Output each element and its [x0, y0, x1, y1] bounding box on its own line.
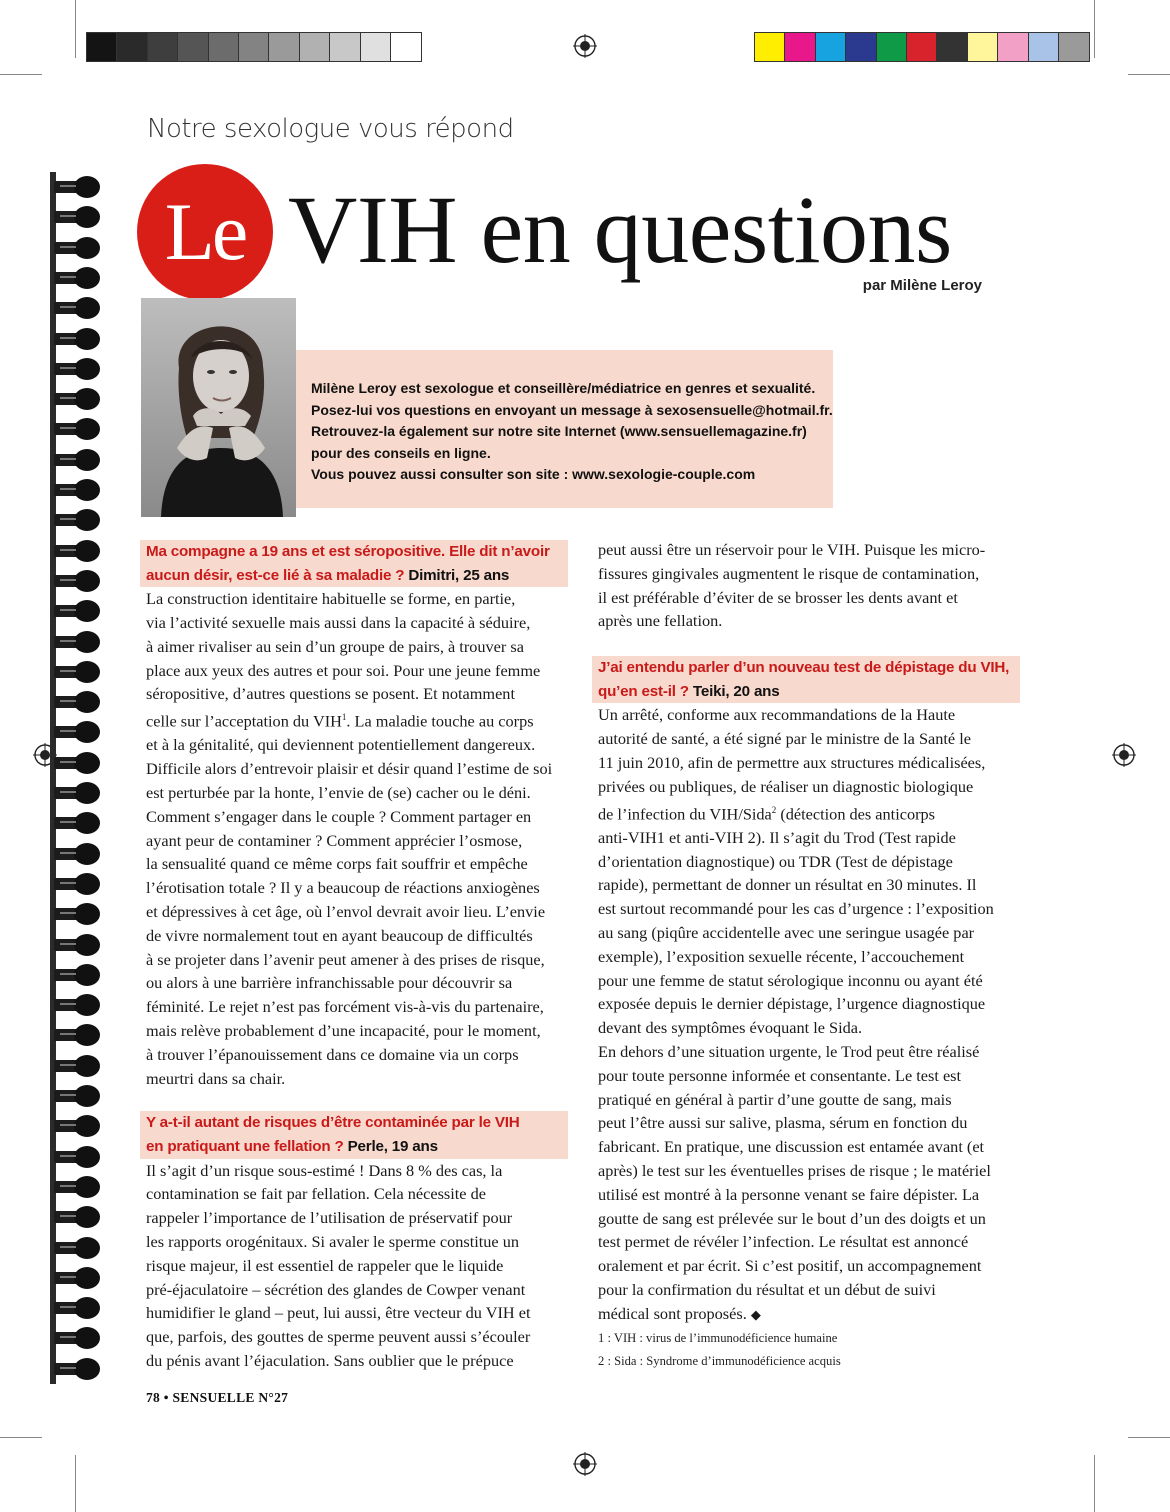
spiral-ring	[54, 1327, 104, 1349]
spiral-ring	[54, 1176, 104, 1198]
text-line: de l’infection du VIH/Sida$^2$ (détection des anticorps	[598, 803, 935, 823]
text-line: il est préférable d’éviter de se brosser les dents avant et	[598, 587, 958, 607]
calibration-swatch	[148, 33, 178, 61]
text-line: devant des symptômes évoquant le Sida.	[598, 1018, 863, 1038]
spiral-ring	[54, 934, 104, 956]
text-line: que, parfois, des gouttes de sperme peuvent aussi s’écouler	[146, 1327, 531, 1347]
question-line: Y a-t-il autant de risques d’être contaminée par le VIH	[146, 1114, 520, 1132]
text-line: peut l’être aussi sur salive, plasma, sérum en fonction du	[598, 1113, 968, 1133]
question-3	[592, 656, 1020, 703]
calibration-swatch	[269, 33, 299, 61]
section-kicker: Notre sexologue vous répond	[147, 114, 514, 144]
text-line: meurtri dans sa chair.	[146, 1068, 286, 1088]
calibration-swatch	[877, 33, 907, 61]
text-line: pré-éjaculatoire – sécrétion des glandes de Cowper venant	[146, 1279, 526, 1299]
spiral-ring	[54, 1237, 104, 1259]
text-line: la sensualité quand ce même corps fait souffrir et empêche	[146, 854, 528, 874]
bio-line: Posez-lui vos questions en envoyant un message à sexosensuelle@hotmail.fr.	[311, 401, 833, 418]
text-line: après) le test sur les éventuelles prises de risque ; le matériel	[598, 1160, 991, 1180]
text-line: mais relève probablement d’une incapacité, pour le moment,	[146, 1020, 541, 1040]
text-line: ou alors à une barrière infranchissable pour découvrir sa	[146, 973, 513, 993]
question-asker: Dimitri, 25 ans	[408, 566, 510, 584]
footnote: 2 : Sida : Syndrome d’immunodéficience acquis	[598, 1354, 841, 1369]
calibration-swatch	[117, 33, 147, 61]
text-line: fissures gingivales augmentent le risque de contamination,	[598, 563, 980, 583]
spiral-ring	[54, 358, 104, 380]
spiral-ring	[54, 540, 104, 562]
spiral-ring	[54, 994, 104, 1016]
crop-mark	[75, 0, 76, 58]
calibration-swatch	[998, 33, 1028, 61]
question-asker: Perle, 19 ans	[347, 1137, 438, 1155]
text-line: celle sur l’acceptation du VIH$^1$. La maladie touche au corps	[146, 711, 534, 731]
text-line: Comment s’engager dans le couple ? Comment partager en	[146, 806, 532, 826]
spiral-ring	[54, 479, 104, 501]
crop-mark	[1094, 1455, 1095, 1512]
calibration-swatch	[300, 33, 330, 61]
spiral-ring	[54, 328, 104, 350]
text-line: autorité de santé, a été signé par le ministre de la Santé le	[598, 729, 971, 749]
text-line: pratiqué en général à partir d’une goutte de sang, mais	[598, 1089, 952, 1109]
spiral-ring	[54, 631, 104, 653]
text-line: rappeler l’importance de l’utilisation de préservatif pour	[146, 1208, 513, 1228]
spiral-ring	[54, 388, 104, 410]
portrait-photo	[141, 298, 296, 517]
text-line: au sang (piqûre accidentelle avec une seringue usagée par	[598, 922, 975, 942]
bio-line: Vous pouvez aussi consulter son site : www.sexologie-couple.com	[311, 466, 756, 482]
calibration-swatch	[755, 33, 785, 61]
calibration-swatch	[846, 33, 876, 61]
calibration-swatch	[816, 33, 846, 61]
calibration-swatch	[937, 33, 967, 61]
question-1	[140, 540, 568, 587]
spiral-ring	[54, 691, 104, 713]
crop-mark	[1128, 74, 1170, 75]
calibration-swatch	[907, 33, 937, 61]
crop-mark	[0, 74, 42, 75]
footnotes	[598, 1327, 1026, 1374]
spiral-ring	[54, 1055, 104, 1077]
text-line: du pénis avant l’éjaculation. Sans oublier que le prépuce	[146, 1350, 514, 1370]
text-line: à aimer rivaliser au sein d’un groupe de pairs, à trouver sa	[146, 636, 524, 656]
question-line: en pratiquant une fellation ?	[146, 1137, 344, 1155]
text-line: à se projeter dans l’avenir peut amener à des prises de risque,	[146, 949, 545, 969]
spiral-ring	[54, 1358, 104, 1380]
page-title: VIH en questions	[288, 176, 952, 283]
text-line: Difficile alors d’entrevoir plaisir et désir quand l’estime de soi	[146, 759, 553, 779]
text-line: privées ou publiques, de réaliser un diagnostic biologique	[598, 776, 974, 796]
text-line: pour une femme de statut sérologique inconnu ou ayant été	[598, 970, 983, 990]
text-line: fabricant. En pratique, une discussion est entamée avant (et	[598, 1137, 985, 1157]
question-line: qu’en est-il ?	[598, 682, 689, 700]
title-badge: Le	[164, 186, 246, 277]
text-line: Un arrêté, conforme aux recommandations de la Haute	[598, 705, 956, 725]
spiral-ring	[54, 418, 104, 440]
calibration-swatch	[209, 33, 239, 61]
calibration-swatch	[361, 33, 391, 61]
spiral-ring	[54, 721, 104, 743]
spiral-ring	[54, 873, 104, 895]
text-line: et à la génitalité, qui deviennent potentiellement dangereux.	[146, 735, 536, 755]
text-line: test permet de révéler l’infection. Le résultat est annoncé	[598, 1232, 969, 1252]
answer-1	[146, 587, 566, 1090]
text-line: anti-VIH1 et anti-VIH 2). Il s’agit du Trod (Test rapide	[598, 827, 956, 847]
text-line: d’orientation diagnostique) ou TDR (Test de dépistage	[598, 851, 953, 871]
color-calibration-bar	[754, 32, 1090, 62]
spiral-ring	[54, 1115, 104, 1137]
text-line: via l’activité sexuelle mais aussi dans la capacité à séduire,	[146, 612, 531, 632]
registration-mark-icon	[1112, 743, 1136, 767]
text-line: pour la confirmation du résultat et un début de suivi	[598, 1279, 936, 1299]
answer-3	[598, 703, 1026, 1326]
answer-2	[146, 1159, 566, 1373]
grayscale-calibration-bar	[86, 32, 422, 62]
text-line: La construction identitaire habituelle se forme, en partie,	[146, 589, 516, 609]
answer-2-continued	[598, 538, 1026, 633]
text-line: féminité. Le rejet n’est pas forcément vis-à-vis du partenaire,	[146, 997, 544, 1017]
spiral-ring	[54, 1206, 104, 1228]
spiral-ring	[54, 267, 104, 289]
bio-line: pour des conseils en ligne.	[311, 444, 491, 461]
spiral-ring	[54, 843, 104, 865]
spiral-ring	[54, 1267, 104, 1289]
text-line: pour toute personne informée et consentante. Le test est	[598, 1065, 962, 1085]
crop-mark	[1094, 0, 1095, 58]
calibration-swatch	[239, 33, 269, 61]
text-line: humidifier le gland – peut, lui aussi, être vecteur du VIH et	[146, 1303, 531, 1323]
text-line: peut aussi être un réservoir pour le VIH. Puisque les micro-	[598, 540, 986, 559]
spiral-binding	[50, 172, 120, 1384]
text-line: 11 juin 2010, afin de permettre aux structures médicalisées,	[598, 752, 986, 772]
spiral-ring	[54, 176, 104, 198]
bio-line: Retrouvez-la également sur notre site Internet (www.sensuellemagazine.fr)	[311, 423, 807, 439]
calibration-swatch	[87, 33, 117, 61]
text-line: après une fellation.	[598, 611, 723, 631]
question-asker: Teiki, 20 ans	[692, 682, 780, 700]
spiral-ring	[54, 449, 104, 471]
left-column	[146, 540, 566, 1373]
footnote: 1 : VIH : virus de l’immunodéficience humaine	[598, 1330, 838, 1345]
spiral-ring	[54, 509, 104, 531]
spiral-ring	[54, 782, 104, 804]
crop-mark	[0, 1437, 42, 1438]
question-line: aucun désir, est-ce lié à sa maladie ?	[146, 566, 405, 584]
text-line: et dépressives à cet âge, où l’envol devrait avoir lieu. L’envie	[146, 901, 546, 921]
right-column	[598, 538, 1026, 1374]
text-line: séropositive, d’autres questions se posent. Et notamment	[146, 684, 515, 704]
spiral-ring	[54, 903, 104, 925]
text-line: exposée depuis le dernier dépistage, l’urgence diagnostique	[598, 994, 986, 1014]
calibration-swatch	[1029, 33, 1059, 61]
spiral-ring	[54, 1297, 104, 1319]
spiral-ring	[54, 600, 104, 622]
spiral-ring	[54, 812, 104, 834]
calibration-swatch	[178, 33, 208, 61]
spiral-ring	[54, 661, 104, 683]
calibration-swatch	[968, 33, 998, 61]
question-line: Ma compagne a 19 ans et est séropositive. Elle dit n’avoir	[146, 543, 550, 560]
text-line: l’érotisation totale ? Il y a beaucoup de réactions anxiogènes	[146, 878, 540, 898]
question-line: J’ai entendu parler d’un nouveau test de dépistage du VIH,	[598, 659, 1010, 677]
text-line: à trouver l’épanouissement dans ce domaine via un corps	[146, 1044, 519, 1064]
spiral-ring	[54, 237, 104, 259]
text-line: de vivre normalement tout en ayant beaucoup de difficultés	[146, 925, 533, 945]
spiral-ring	[54, 206, 104, 228]
text-line: utilisé est montré à la personne venant se faire dépister. La	[598, 1184, 980, 1204]
text-line: contamination se fait par fellation. Cela nécessite de	[146, 1184, 486, 1204]
registration-mark-icon	[573, 34, 597, 58]
crop-mark	[1128, 1437, 1170, 1438]
spiral-ring	[54, 297, 104, 319]
text-line: rapide), permettant de donner un résultat en 30 minutes. Il	[598, 875, 977, 895]
spiral-ring	[54, 1024, 104, 1046]
spiral-ring	[54, 964, 104, 986]
calibration-swatch	[785, 33, 815, 61]
spiral-ring	[54, 570, 104, 592]
text-line: place aux yeux des autres et pour soi. Pour une jeune femme	[146, 660, 541, 680]
text-line: Il s’agit d’un risque sous-estimé ! Dans 8 % des cas, la	[146, 1160, 503, 1180]
text-line: risque majeur, il est essentiel de rappeler que le liquide	[146, 1255, 504, 1275]
spiral-ring	[54, 1085, 104, 1107]
byline: par Milène Leroy	[862, 277, 982, 294]
text-line: médical sont proposés. ◆	[598, 1303, 761, 1323]
text-line: est surtout recommandé pour les cas d’urgence : l’exposition	[598, 899, 994, 919]
footnote-ref: 1	[341, 712, 347, 723]
text-line: ayant peur de contaminer ? Comment apprécier l’osmose,	[146, 830, 523, 850]
text-line: En dehors d’une situation urgente, le Trod peut être réalisé	[598, 1041, 980, 1061]
text-line: goutte de sang est prélevée sur le bout d’un des doigts et un	[598, 1208, 986, 1228]
page-folio: 78 • SENSUELLE N°27	[146, 1390, 289, 1405]
end-of-article-icon: ◆	[750, 1306, 761, 1322]
crop-mark	[75, 1455, 76, 1512]
spiral-ring	[54, 752, 104, 774]
question-2	[140, 1111, 568, 1158]
calibration-swatch	[1059, 33, 1089, 61]
author-bio-box	[296, 350, 833, 508]
text-line: exemple), l’exposition sexuelle récente, l’accouchement	[598, 946, 965, 966]
text-line: les rapports orogénitaux. Si avaler le sperme constitue un	[146, 1231, 520, 1251]
calibration-swatch	[330, 33, 360, 61]
registration-mark-icon	[573, 1452, 597, 1476]
text-line: est perturbée par la honte, l’envie de (se) cacher ou le déni.	[146, 782, 531, 802]
bio-line: Milène Leroy est sexologue et conseillère/médiatrice en genres et sexualité.	[311, 380, 816, 396]
calibration-swatch	[391, 33, 421, 61]
spiral-ring	[54, 1146, 104, 1168]
text-line: oralement et par écrit. Si c’est positif, un accompagnement	[598, 1256, 982, 1276]
footnote-ref: 2	[771, 804, 777, 815]
